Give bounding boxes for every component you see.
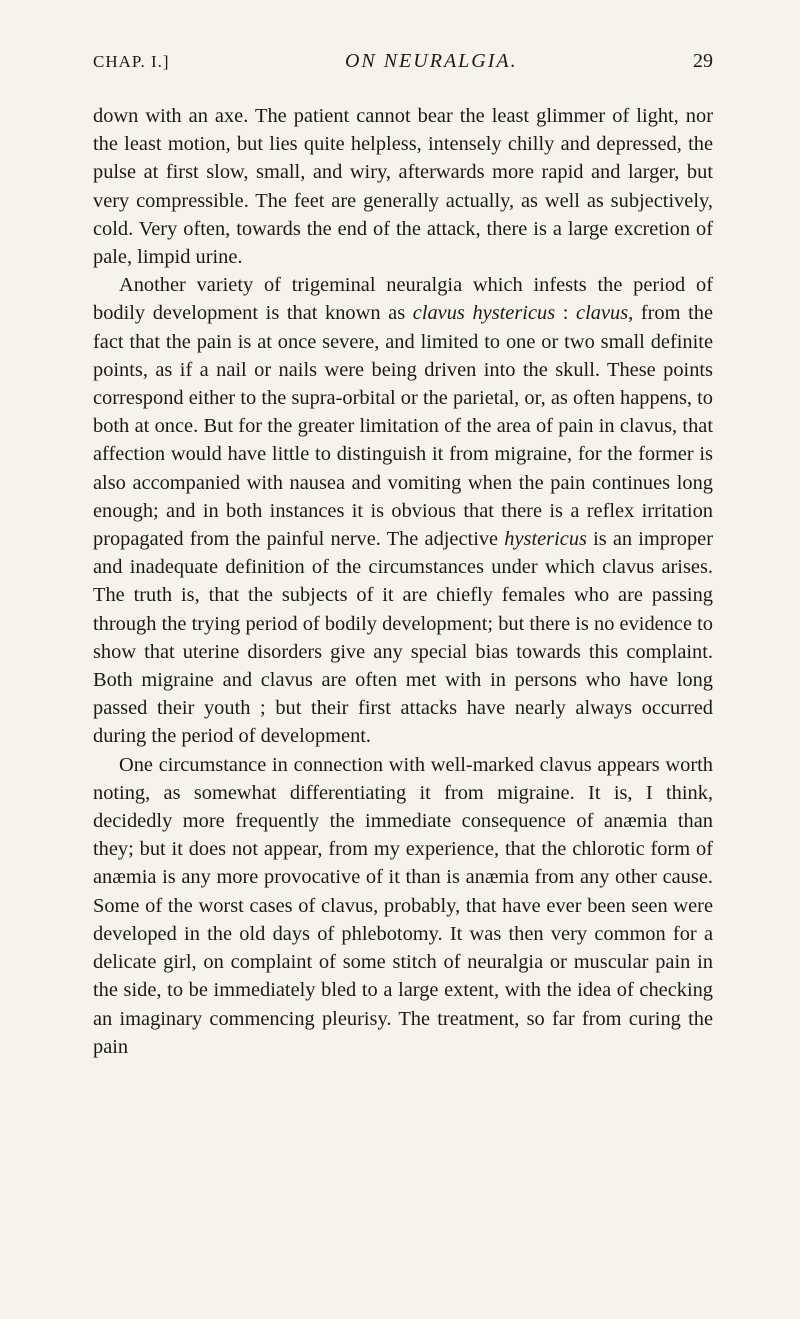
text-run: : bbox=[555, 302, 577, 325]
text-run: One circumstance in connection with well-marked clavus appears worth noting, as somewhat differentiating it from migraine. It is, I think, decidedly more frequently the immediate consequence of anæmia than they; but it does not appear, from my experience, that the chlorotic form of anæmia is any more provocative of it than is anæmia from any other cause. Some of the worst cases of clavus, probably, that have ever been seen were developed in the old days of phlebotomy. It was then very common for a delicate girl, on complaint of some stitch of neuralgia or muscular pain in the side, to be immediately bled to a large extent, with the idea of checking an imaginary commencing pleurisy. The treatment, so far from curing the pain bbox=[93, 753, 713, 1058]
text-run: down with an axe. The patient cannot bear the least glimmer of light, nor the least motion, but lies quite helpless, intensely chilly and depressed, the pulse at first slow, small, and wiry, afterwards more rapid and larger, but very compressible. The feet are generally actually, as well as subjectively, cold. Very often, towards the end of the attack, there is a large excretion of pale, limpid urine. bbox=[93, 105, 713, 269]
page-number: 29 bbox=[693, 50, 713, 72]
chapter-label: CHAP. I.] bbox=[93, 52, 170, 71]
italic-term: clavus hystericus bbox=[412, 302, 556, 325]
paragraph bbox=[93, 102, 713, 271]
italic-term: clavus bbox=[576, 302, 629, 325]
text-run: , from the fact that the pain is at once severe, and limited to one or two small definite points, as if a nail or nails were being driven into the skull. These points correspond either to the supra-orbital or the parietal, or, as often happens, to both at once. But for the greater limitation of the area of pain in clavus, that affection would have little to distinguish it from migraine, for the former is also accompanied with nausea and vomiting when the pain continues long enough; and in both instances it is obvious that there is a reflex irritation propagated from the painful nerve. The adjective bbox=[93, 302, 714, 551]
page-header bbox=[93, 50, 713, 84]
running-title: ON NEURALGIA. bbox=[344, 50, 518, 72]
body-text bbox=[93, 102, 713, 1061]
italic-term: hystericus bbox=[504, 528, 587, 551]
text-run: Another variety of trigeminal neuralgia which infests the period of bodily development is that known as bbox=[93, 274, 713, 325]
paragraph bbox=[93, 751, 713, 1061]
paragraph bbox=[93, 271, 713, 750]
text-run: is an improper and inadequate definition of the circumstances under which clavus arises. The truth is, that the subjects of it are chiefly females who are passing through the trying period of bodily development; but there is no evidence to show that uterine disorders give any special bias towards this complaint. Both migraine and clavus are often met with in persons who have long passed their youth ; but their first attacks have nearly always occurred during the period of development. bbox=[93, 528, 713, 748]
